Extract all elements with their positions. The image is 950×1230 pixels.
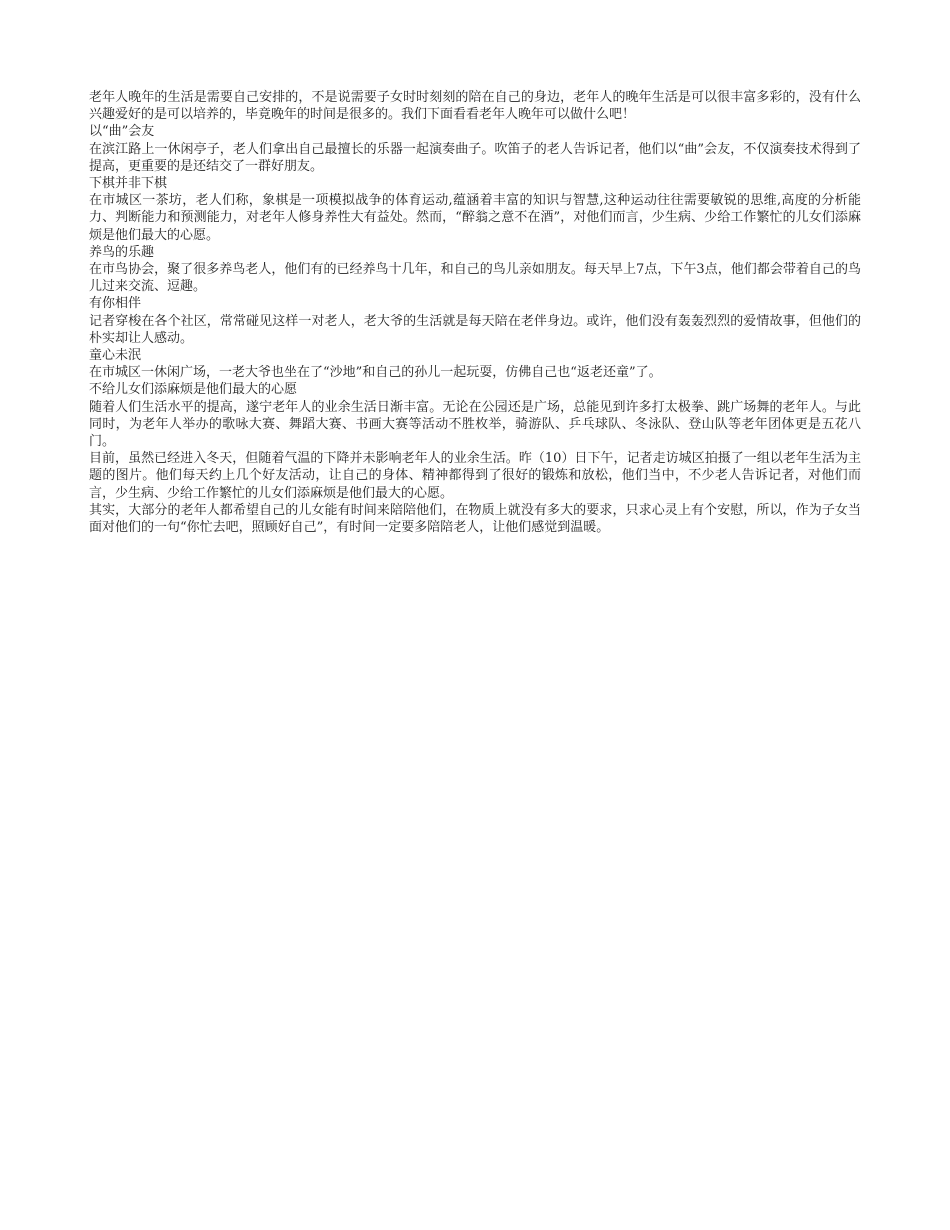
section-wish	[89, 381, 861, 536]
section-chess	[89, 175, 861, 244]
section-paragraph: 目前，虽然已经进入冬天，但随着气温的下降并未影响老年人的业余生活。昨（10）日下午，记者走访城区拍摄了一组以老年生活为主题的图片。他们每天约上几个好友活动，让自己的身体、精神都得到了很好的锻炼和放松，他们当中，不少老人告诉记者，对他们而言，少生病、少给工作繁忙的儿女们添麻烦是他们最大的心愿。	[89, 451, 861, 501]
section-birds	[89, 244, 861, 296]
section-heading: 有你相伴	[89, 296, 142, 312]
section-paragraph: 在滨江路上一休闲亭子，老人们拿出自己最擅长的乐器一起演奏曲子。吹笛子的老人告诉记者，他们以“曲”会友，不仅演奏技术得到了提高，更重要的是还结交了一群好朋友。	[89, 141, 861, 174]
section-paragraph: 记者穿梭在各个社区，常常碰见这样一对老人，老大爷的生活就是每天陪在老伴身边。或许，他们没有轰轰烈烈的爱情故事，但他们的朴实却让人感动。	[89, 313, 861, 346]
section-paragraph: 在市鸟协会，聚了很多养鸟老人，他们有的已经养鸟十几年，和自己的鸟儿亲如朋友。每天早上7点，下午3点，他们都会带着自己的鸟儿过来交流、逗趣。	[89, 262, 861, 295]
section-childlike	[89, 347, 861, 381]
section-paragraph: 在市城区一休闲广场，一老大爷也坐在了“沙地”和自己的孙儿一起玩耍，仿佛自己也“返老还童”了。	[89, 365, 662, 381]
section-heading: 养鸟的乐趣	[89, 244, 155, 260]
intro-paragraph: 老年人晚年的生活是需要自己安排的，不是说需要子女时时刻刻的陪在自己的身边，老年人的晚年生活是可以很丰富多彩的，没有什么兴趣爱好的是可以培养的，毕竟晚年的时间是很多的。我们下面看看老年人晚年可以做什么吧！	[89, 90, 861, 123]
section-heading: 不给儿女们添麻烦是他们最大的心愿	[89, 382, 298, 398]
section-heading: 下棋并非下棋	[89, 176, 168, 192]
section-heading: 以“曲”会友	[89, 124, 155, 140]
section-paragraph: 随着人们生活水平的提高，遂宁老年人的业余生活日渐丰富。无论在公园还是广场，总能见到许多打太极拳、跳广场舞的老年人。与此同时，为老年人举办的歌咏大赛、舞蹈大赛、书画大赛等活动不胜枚举，骑游队、乒乓球队、冬泳队、登山队等老年团体更是五花八门。	[89, 399, 861, 450]
section-companion	[89, 295, 861, 347]
section-paragraph: 在市城区一茶坊，老人们称，象棋是一项模拟战争的体育运动,蕴涵着丰富的知识与智慧,这种运动往往需要敏锐的思维,高度的分析能力、判断能力和预测能力，对老年人修身养性大有益处。然而，“醉翁之意不在酒”，对他们而言，少生病、少给工作繁忙的儿女们添麻烦是他们最大的心愿。	[89, 193, 861, 243]
section-heading: 童心未泯	[89, 348, 142, 364]
article-body	[89, 89, 861, 536]
section-paragraph: 其实，大部分的老年人都希望自己的儿女能有时间来陪陪他们，在物质上就没有多大的要求，只求心灵上有个安慰，所以，作为子女当面对他们的一句“你忙去吧，照顾好自己”，有时间一定要多陪陪老人，让他们感觉到温暖。	[89, 502, 861, 536]
section-music	[89, 123, 861, 175]
